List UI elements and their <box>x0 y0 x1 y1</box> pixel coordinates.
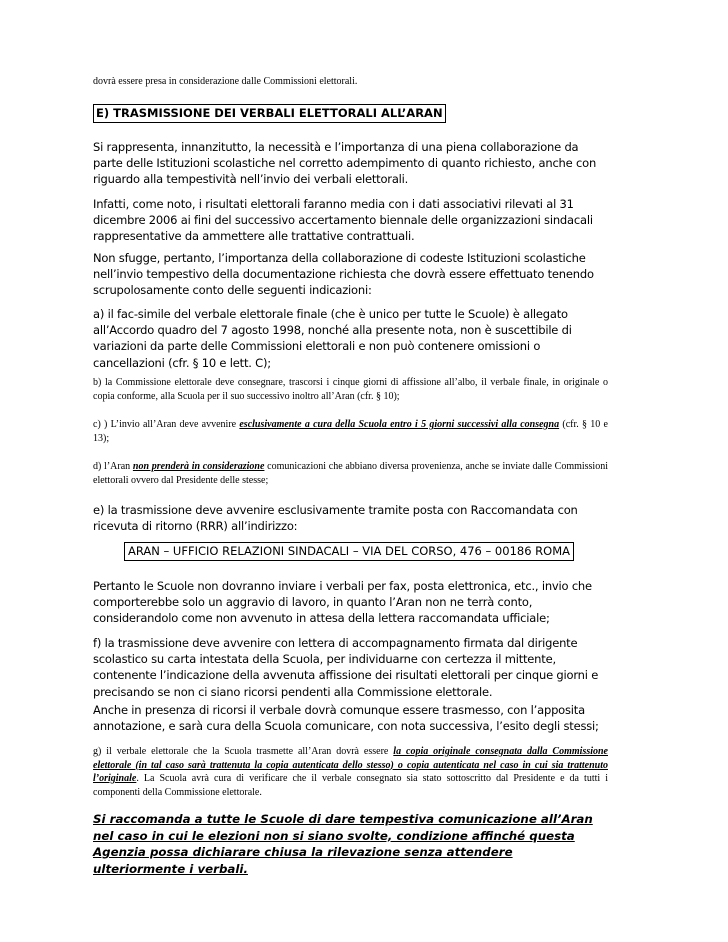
item-d-emphasis: non prenderà in considerazione <box>132 461 265 472</box>
item-b: b) la Commissione elettorale deve consegnare, trascorsi i cinque giorni di affissione all’albo, il verbale finale, in originale o copia conforme, alla Scuola per il suo successivo inoltro all’Aran (cfr. § 10); <box>93 377 608 402</box>
item-a: a) il fac-simile del verbale elettorale finale (che è unico per tutte le Scuole) è allegato all’Accordo quadro del 7 agosto 1998, nonché alla presente nota, non è suscettibile di variazioni da parte delle Commissioni elettorali e non può contenere omissioni o cancellazioni (cfr. § 10 e lett. C); <box>93 307 572 370</box>
item-e: e) la trasmissione deve avvenire esclusivamente tramite posta con Raccomandata con ricevuta di ritorno (RRR) all’indirizzo: <box>93 503 578 534</box>
paragraph-no-fax: Pertanto le Scuole non dovranno inviare i verbali per fax, posta elettronica, etc., invio che comporterebbe solo un aggravio di lavoro, in quanto l’Aran non ne terrà conto, considerandolo come non avvenuto in attesa della lettera raccomandata ufficiale; <box>93 579 592 626</box>
aran-address-box: ARAN – UFFICIO RELAZIONI SINDACALI – VIA DEL CORSO, 476 – 00186 ROMA <box>124 542 574 561</box>
item-c-emphasis: esclusivamente a cura della Scuola entro i 5 giorni successivi alla consegna <box>239 419 560 430</box>
paragraph-results: Infatti, come noto, i risultati elettorali faranno media con i dati associativi rilevati al 31 dicembre 2006 ai fini del successivo accertamento biennale delle organizzazioni sindacali rappresentative da ammettere alle trattative contrattuali. <box>93 197 593 244</box>
paragraph-collaboration: Si rappresenta, innanzitutto, la necessità e l’importanza di una piena collaborazione da parte delle Istituzioni scolastiche nel corretto adempimento di quanto richiesto, anche con riguardo alla tempestività nell’invio dei verbali elettorali. <box>93 140 597 187</box>
item-g-post: . La Scuola avrà cura di verificare che il verbale consegnato sia stato sottoscritto dal Presidente e da tutti i componenti della Commissione elettorale. <box>93 773 608 798</box>
item-g <box>93 745 608 799</box>
item-g-pre: g) il verbale elettorale che la Scuola trasmette all’Aran dovrà essere <box>93 746 394 757</box>
paragraph-indications: Non sfugge, pertanto, l’importanza della collaborazione di codeste Istituzioni scolastiche nell’invio tempestivo della documentazione richiesta che dovrà essere effettuato tenendo scrupolosamente conto delle seguenti indicazioni: <box>93 251 594 298</box>
item-c-post: (cfr. § 10 e 13); <box>93 419 608 444</box>
intro-line: dovrà essere presa in considerazione dalle Commissioni elettorali. <box>93 76 358 87</box>
item-d-pre: d) l’Aran <box>93 461 133 472</box>
item-f: f) la trasmissione deve avvenire con lettera di accompagnamento firmata dal dirigente scolastico su carta intestata della Scuola, per individuarne con certezza il mittente, contenente l’indicazione della avvenuta affissione dei risultati elettorali per cinque giorni e precisando se non ci siano ricorsi pendenti alla Commissione elettorale. <box>93 636 599 699</box>
section-heading: E) TRASMISSIONE DEI VERBALI ELETTORALI ALL’ARAN <box>93 104 446 123</box>
item-d <box>93 460 608 487</box>
final-note: Si raccomanda a tutte le Scuole di dare tempestiva comunicazione all’Aran nel caso in cui le elezioni non si siano svolte, condizione affinché questa Agenzia possa dichiarare chiusa la rilevazione senza attendere ulteriormente i verbali. <box>93 812 593 876</box>
paragraph-appeals: Anche in presenza di ricorsi il verbale dovrà comunque essere trasmesso, con l’apposita annotazione, e sarà cura della Scuola comunicare, con nota successiva, l’esito degli stessi; <box>93 703 599 734</box>
item-c-pre: c) ) L’invio all’Aran deve avvenire <box>93 419 240 430</box>
item-d-post: comunicazioni che abbiano diversa provenienza, anche se inviate dalle Commissioni elettorali ovvero dal Presidente delle stesse; <box>93 461 608 486</box>
item-g-emphasis: la copia originale consegnata dalla Commissione elettorale (in tal caso sarà trattenuta la copia autenticata dello stesso) o copia autenticata nel caso in cui sia trattenuto l’originale <box>93 746 608 784</box>
item-c <box>93 418 608 445</box>
